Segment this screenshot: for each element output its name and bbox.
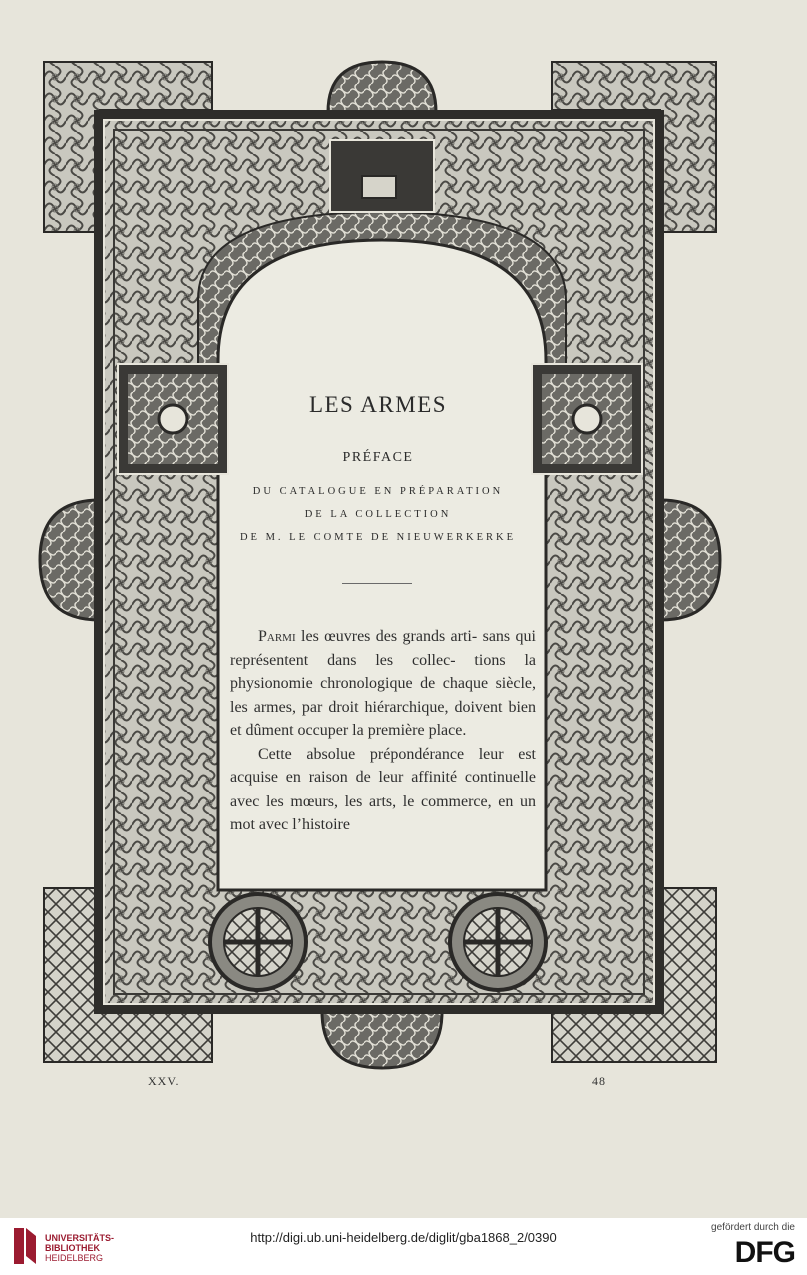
right-square-ornament bbox=[532, 364, 642, 474]
bottom-left-roundel bbox=[210, 894, 306, 990]
footer-bar bbox=[0, 1218, 807, 1275]
right-lobe bbox=[660, 500, 720, 620]
source-url-link[interactable]: http://digi.ub.uni-heidelberg.de/diglit/gba1868_2/0390 bbox=[250, 1230, 557, 1245]
dfg-logo: DFG bbox=[734, 1236, 795, 1269]
preface-heading: PRÉFACE bbox=[342, 450, 414, 465]
text-panel bbox=[218, 360, 538, 890]
divider-rule bbox=[342, 583, 412, 584]
folio-left: XXV. bbox=[148, 1074, 180, 1088]
body-text bbox=[230, 625, 536, 837]
paragraph-2-text: Cette absolue prépondérance leur est acquise en raison de leur affinité continuelle avec les mœurs, les arts, le commerce, en un mot avec l’histoire bbox=[230, 745, 536, 833]
library-name-line-1: UNIVERSITÄTS- bbox=[45, 1233, 115, 1243]
paragraph-2 bbox=[230, 743, 536, 837]
library-name-line-2: BIBLIOTHEK bbox=[45, 1243, 100, 1253]
subtitle-line-1: DU CATALOGUE EN PRÉPARATION bbox=[252, 486, 504, 497]
funded-by-label: gefördert durch die bbox=[711, 1222, 795, 1233]
bottom-lobe bbox=[322, 1012, 442, 1068]
paragraph-1-lead: Parmi bbox=[258, 628, 296, 645]
bottom-right-roundel bbox=[450, 894, 546, 990]
folio-right: 48 bbox=[592, 1074, 606, 1088]
page-title: LES ARMES bbox=[308, 392, 448, 417]
top-lobe bbox=[328, 62, 436, 112]
paragraph-1 bbox=[230, 625, 536, 743]
left-square-ornament bbox=[118, 364, 228, 474]
subtitle-line-3: DE M. LE COMTE DE NIEUWERKERKE bbox=[239, 532, 517, 543]
library-name-line-3: HEIDELBERG bbox=[45, 1253, 104, 1263]
subtitle-line-2: DE LA COLLECTION bbox=[304, 509, 452, 520]
left-lobe bbox=[40, 500, 100, 620]
paragraph-1-text: les œuvres des grands arti- sans qui représentent dans les collec- tions la physionomie chronologique de chaque siècle, les armes, par droit hiérarchique, doivent bien et dûment occuper la première place. bbox=[230, 628, 536, 739]
